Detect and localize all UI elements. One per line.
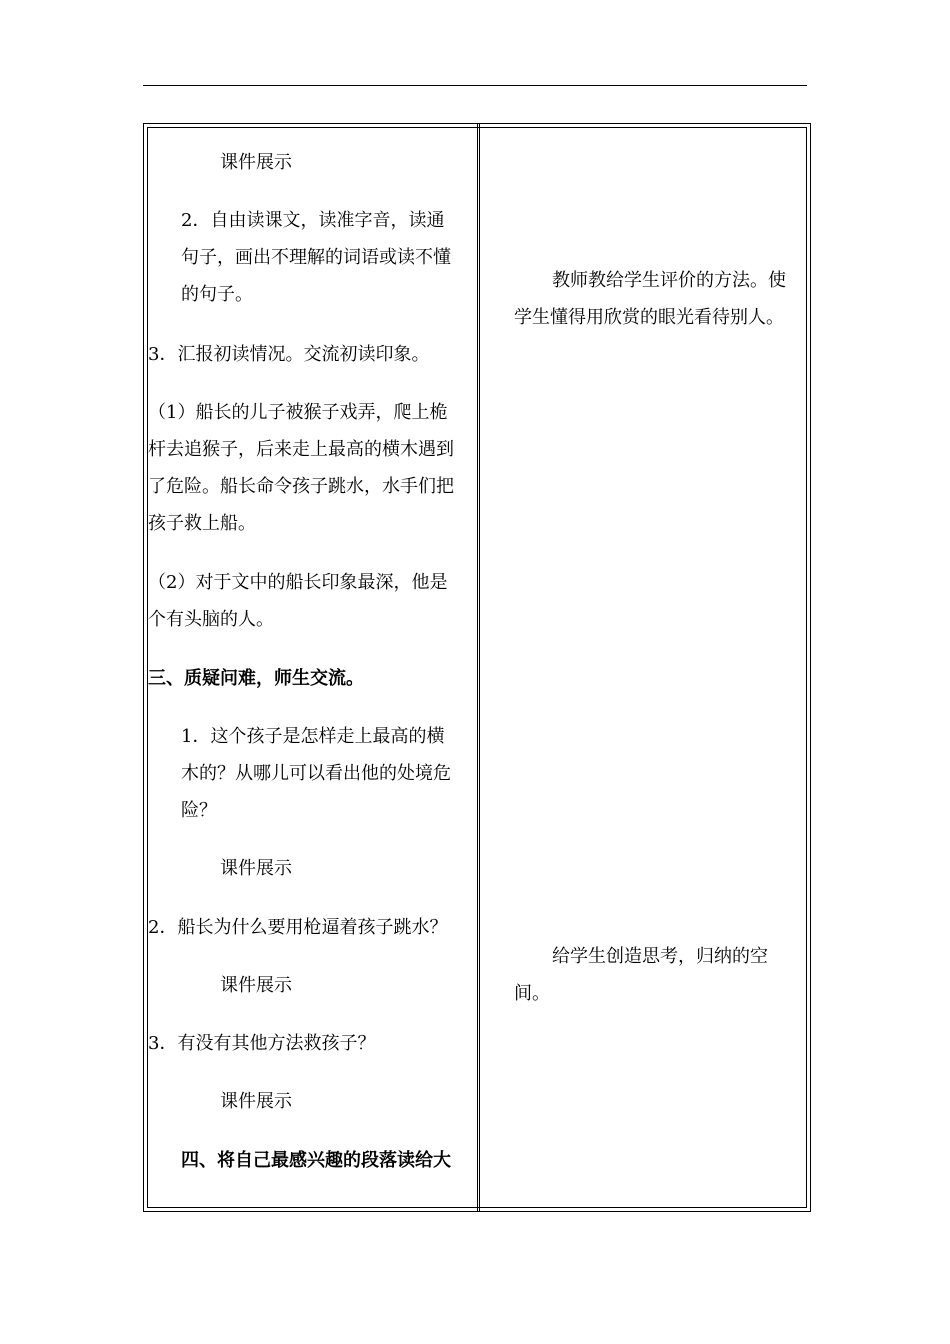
point-1-line-3: 了危险。船长命令孩子跳水，水手们把 [148,476,454,497]
question-2: 2．船长为什么要用枪逼着孩子跳水？ [148,917,448,938]
step-2-line-3: 的句子。 [181,284,253,305]
point-2-line-1: （2）对于文中的船长印象最深，他是 [148,572,448,593]
courseware-note-4: 课件展示 [220,1091,292,1112]
question-1-line-1: 1．这个孩子是怎样走上最高的横 [181,726,445,747]
note-evaluation-line-2: 学生懂得用欣赏的眼光看待别人。 [514,307,784,328]
header-rule [143,85,807,86]
courseware-note-2: 课件展示 [220,858,292,879]
note-thinking-line-2: 间。 [514,983,550,1004]
note-evaluation-line-1: 教师教给学生评价的方法。使 [552,270,786,291]
question-3: 3．有没有其他方法救孩子？ [148,1033,376,1054]
courseware-note-1: 课件展示 [220,152,292,173]
column-divider [477,124,480,1211]
point-1-line-2: 杆去追猴子，后来走上最高的横木遇到 [148,439,454,460]
courseware-note-3: 课件展示 [220,975,292,996]
section-4-heading: 四、将自己最感兴趣的段落读给大 [181,1150,451,1171]
step-3: 3．汇报初读情况。交流初读印象。 [148,344,430,365]
note-thinking-line-1: 给学生创造思考，归纳的空 [552,946,768,967]
question-1-line-2: 木的？从哪儿可以看出他的处境危 [181,763,451,784]
section-3-heading: 三、质疑问难，师生交流。 [148,668,364,689]
point-1-line-1: （1）船长的儿子被猴子戏弄，爬上桅 [148,402,448,423]
step-2-line-1: 2．自由读课文，读准字音，读通 [181,210,445,231]
point-1-line-4: 孩子救上船。 [148,513,256,534]
step-2-line-2: 句子，画出不理解的词语或读不懂 [181,247,451,268]
point-2-line-2: 个有头脑的人。 [148,609,274,630]
question-1-line-3: 险？ [181,800,217,821]
